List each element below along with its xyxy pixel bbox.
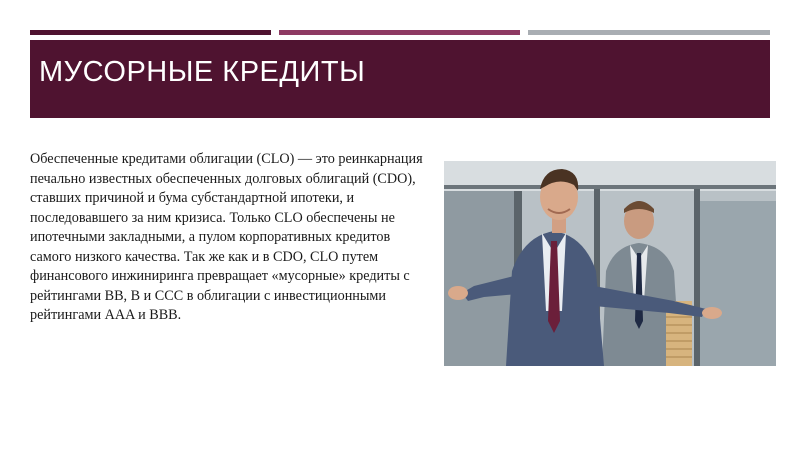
- decorative-stripe-medium: [279, 30, 520, 35]
- slide-title: МУСОРНЫЕ КРЕДИТЫ: [39, 56, 366, 88]
- slide-photo: [444, 161, 776, 366]
- title-bar: [30, 40, 770, 118]
- decorative-stripe-dark: [30, 30, 271, 35]
- decorative-stripe-gray: [528, 30, 770, 35]
- slide-body-text: Обеспеченные кредитами облигации (CLO) — это реинкарнация печально известных обеспеченных долговых облигаций (CDO), ставших причиной и бума субстандартной ипотеки, и последовавшего за ним кризиса. Только CLO обеспечены не ипотечными закладными, а пулом корпоративных кредитов самого низкого качества. Так же как и в CDO, CLO путем финансового инжиниринга превращает «мусорные» кредиты с рейтингами BB, B и CCC в облигации с инвестиционными рейтингами AAA и BBB.: [30, 151, 423, 323]
